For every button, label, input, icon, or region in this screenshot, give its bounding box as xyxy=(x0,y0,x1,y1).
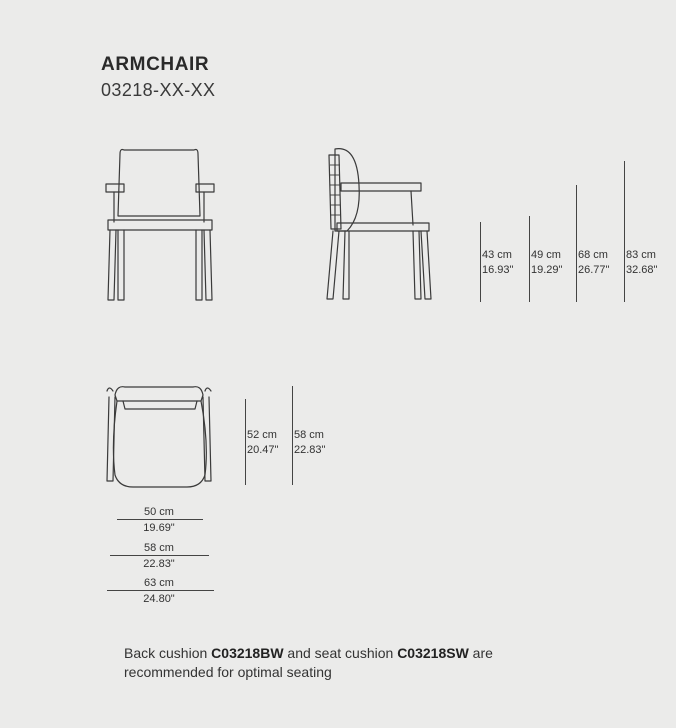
note-prefix: Back cushion xyxy=(124,645,212,661)
chair-front-view xyxy=(100,140,220,305)
width-line-1 xyxy=(117,519,203,520)
height-label-1: 43 cm 16.93" xyxy=(482,249,514,276)
product-code: 03218-XX-XX xyxy=(101,80,216,100)
width-line-3 xyxy=(107,590,214,591)
height-line-2 xyxy=(529,216,530,302)
height-line-3 xyxy=(576,185,577,302)
chair-side-view xyxy=(323,145,438,305)
width-cm-3: 63 cm xyxy=(144,577,174,589)
back-cushion-code: C03218BW xyxy=(211,645,284,661)
depth-line-2 xyxy=(292,386,293,485)
height-label-2: 49 cm 19.29" xyxy=(531,249,563,276)
seat-cushion-code: C03218SW xyxy=(397,645,469,661)
chair-top-view xyxy=(103,383,223,493)
height-label-4: 83 cm 32.68" xyxy=(626,249,658,276)
width-cm-1: 50 cm xyxy=(144,506,174,518)
product-title: ARMCHAIR xyxy=(101,54,210,75)
depth-line-1 xyxy=(245,399,246,485)
height-line-1 xyxy=(480,222,481,302)
width-cm-2: 58 cm xyxy=(144,542,174,554)
note-suffix: are recommended for optimal seating xyxy=(124,645,493,680)
width-in-3: 24.80" xyxy=(143,593,175,605)
width-line-2 xyxy=(110,555,209,556)
cushion-note xyxy=(124,644,544,682)
note-middle: and seat cushion xyxy=(283,645,398,661)
height-label-3: 68 cm 26.77" xyxy=(578,249,610,276)
height-line-4 xyxy=(624,161,625,302)
depth-label-1: 52 cm 20.47" xyxy=(247,429,279,456)
width-in-1: 19.69" xyxy=(143,522,175,534)
width-in-2: 22.83" xyxy=(143,558,175,570)
depth-label-2: 58 cm 22.83" xyxy=(294,429,326,456)
